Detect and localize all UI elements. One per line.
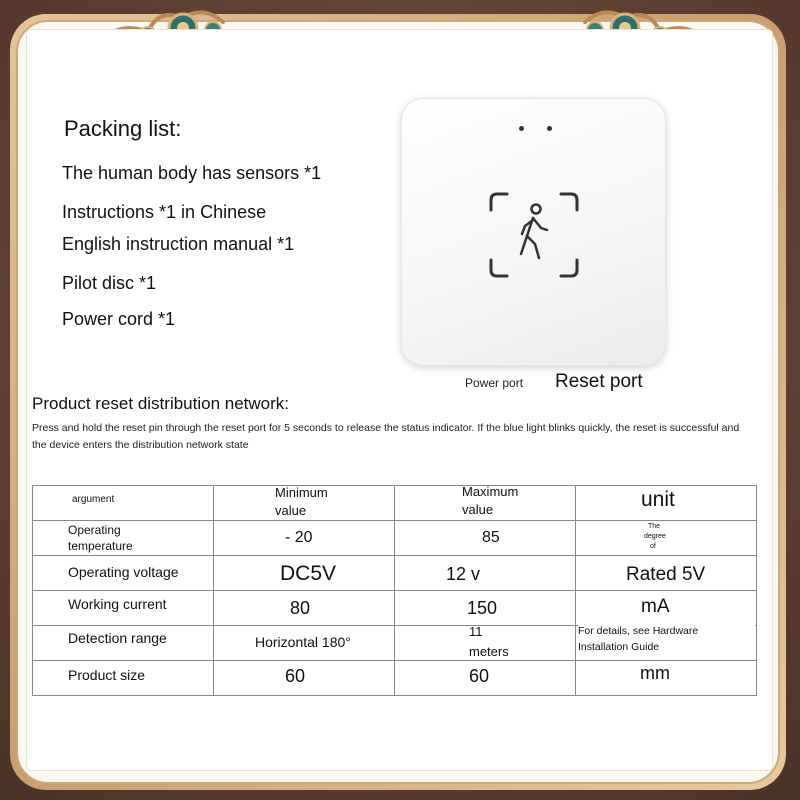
packing-item: Instructions *1 in Chinese	[62, 202, 267, 222]
row-unit: mm	[640, 663, 670, 683]
row-max-value: 12 v	[446, 564, 481, 584]
header-maximum-value: value	[462, 502, 494, 517]
packing-item: The human body has sensors *1	[62, 163, 322, 183]
row-unit: degree	[644, 533, 666, 540]
row-min-value: Horizontal 180°	[255, 634, 351, 650]
row-argument: Operating	[68, 523, 121, 537]
sensor-device-image	[401, 98, 666, 366]
row-max-value: 60	[469, 666, 490, 686]
row-max-value: meters	[469, 644, 509, 659]
row-max-value: 11	[469, 624, 483, 639]
row-unit: Installation Guide	[578, 641, 660, 653]
sensor-hole	[519, 126, 524, 131]
packing-item: Power cord *1	[62, 309, 176, 329]
row-unit: Rated 5V	[626, 564, 706, 585]
row-unit: of	[650, 543, 656, 550]
row-argument: Working current	[68, 596, 167, 612]
row-min-value: 60	[285, 666, 306, 686]
header-minimum: Minimum	[275, 485, 328, 500]
power-port-label: Power port	[465, 376, 524, 390]
row-max-value: 85	[482, 529, 500, 546]
table-border	[213, 485, 214, 696]
table-border	[575, 485, 576, 696]
sensor-hole	[547, 126, 552, 131]
packing-item: English instruction manual *1	[62, 234, 295, 254]
row-argument: Detection range	[68, 630, 167, 646]
row-max-value: 150	[467, 598, 498, 618]
header-unit: unit	[641, 488, 675, 511]
row-min-value: DC5V	[280, 562, 337, 585]
header-argument: argument	[72, 494, 115, 505]
row-argument: temperature	[68, 539, 133, 553]
row-unit: The	[648, 523, 661, 530]
table-border	[32, 485, 33, 696]
row-min-value: - 20	[285, 529, 313, 546]
packing-item: Pilot disc *1	[62, 273, 157, 293]
walking-person-icon	[489, 192, 579, 278]
row-min-value: 80	[290, 598, 311, 618]
packing-list-title: Packing list:	[64, 116, 182, 141]
reset-port-label: Reset port	[555, 371, 643, 392]
reset-instructions: Press and hold the reset pin through the reset port for 5 seconds to release the status indicator. If the blue light blinks quickly, the reset is successful and the device enters the distribution network state	[32, 422, 740, 451]
row-unit: mA	[641, 596, 670, 617]
row-argument: Operating voltage	[68, 564, 179, 580]
header-minimum-value: value	[275, 503, 307, 518]
table-border	[756, 485, 757, 696]
header-maximum: Maximum	[462, 484, 519, 499]
spec-table	[32, 485, 757, 696]
row-unit: For details, see Hardware	[578, 625, 699, 637]
table-border	[394, 485, 395, 696]
reset-section-title: Product reset distribution network:	[32, 394, 290, 413]
row-argument: Product size	[68, 667, 146, 683]
